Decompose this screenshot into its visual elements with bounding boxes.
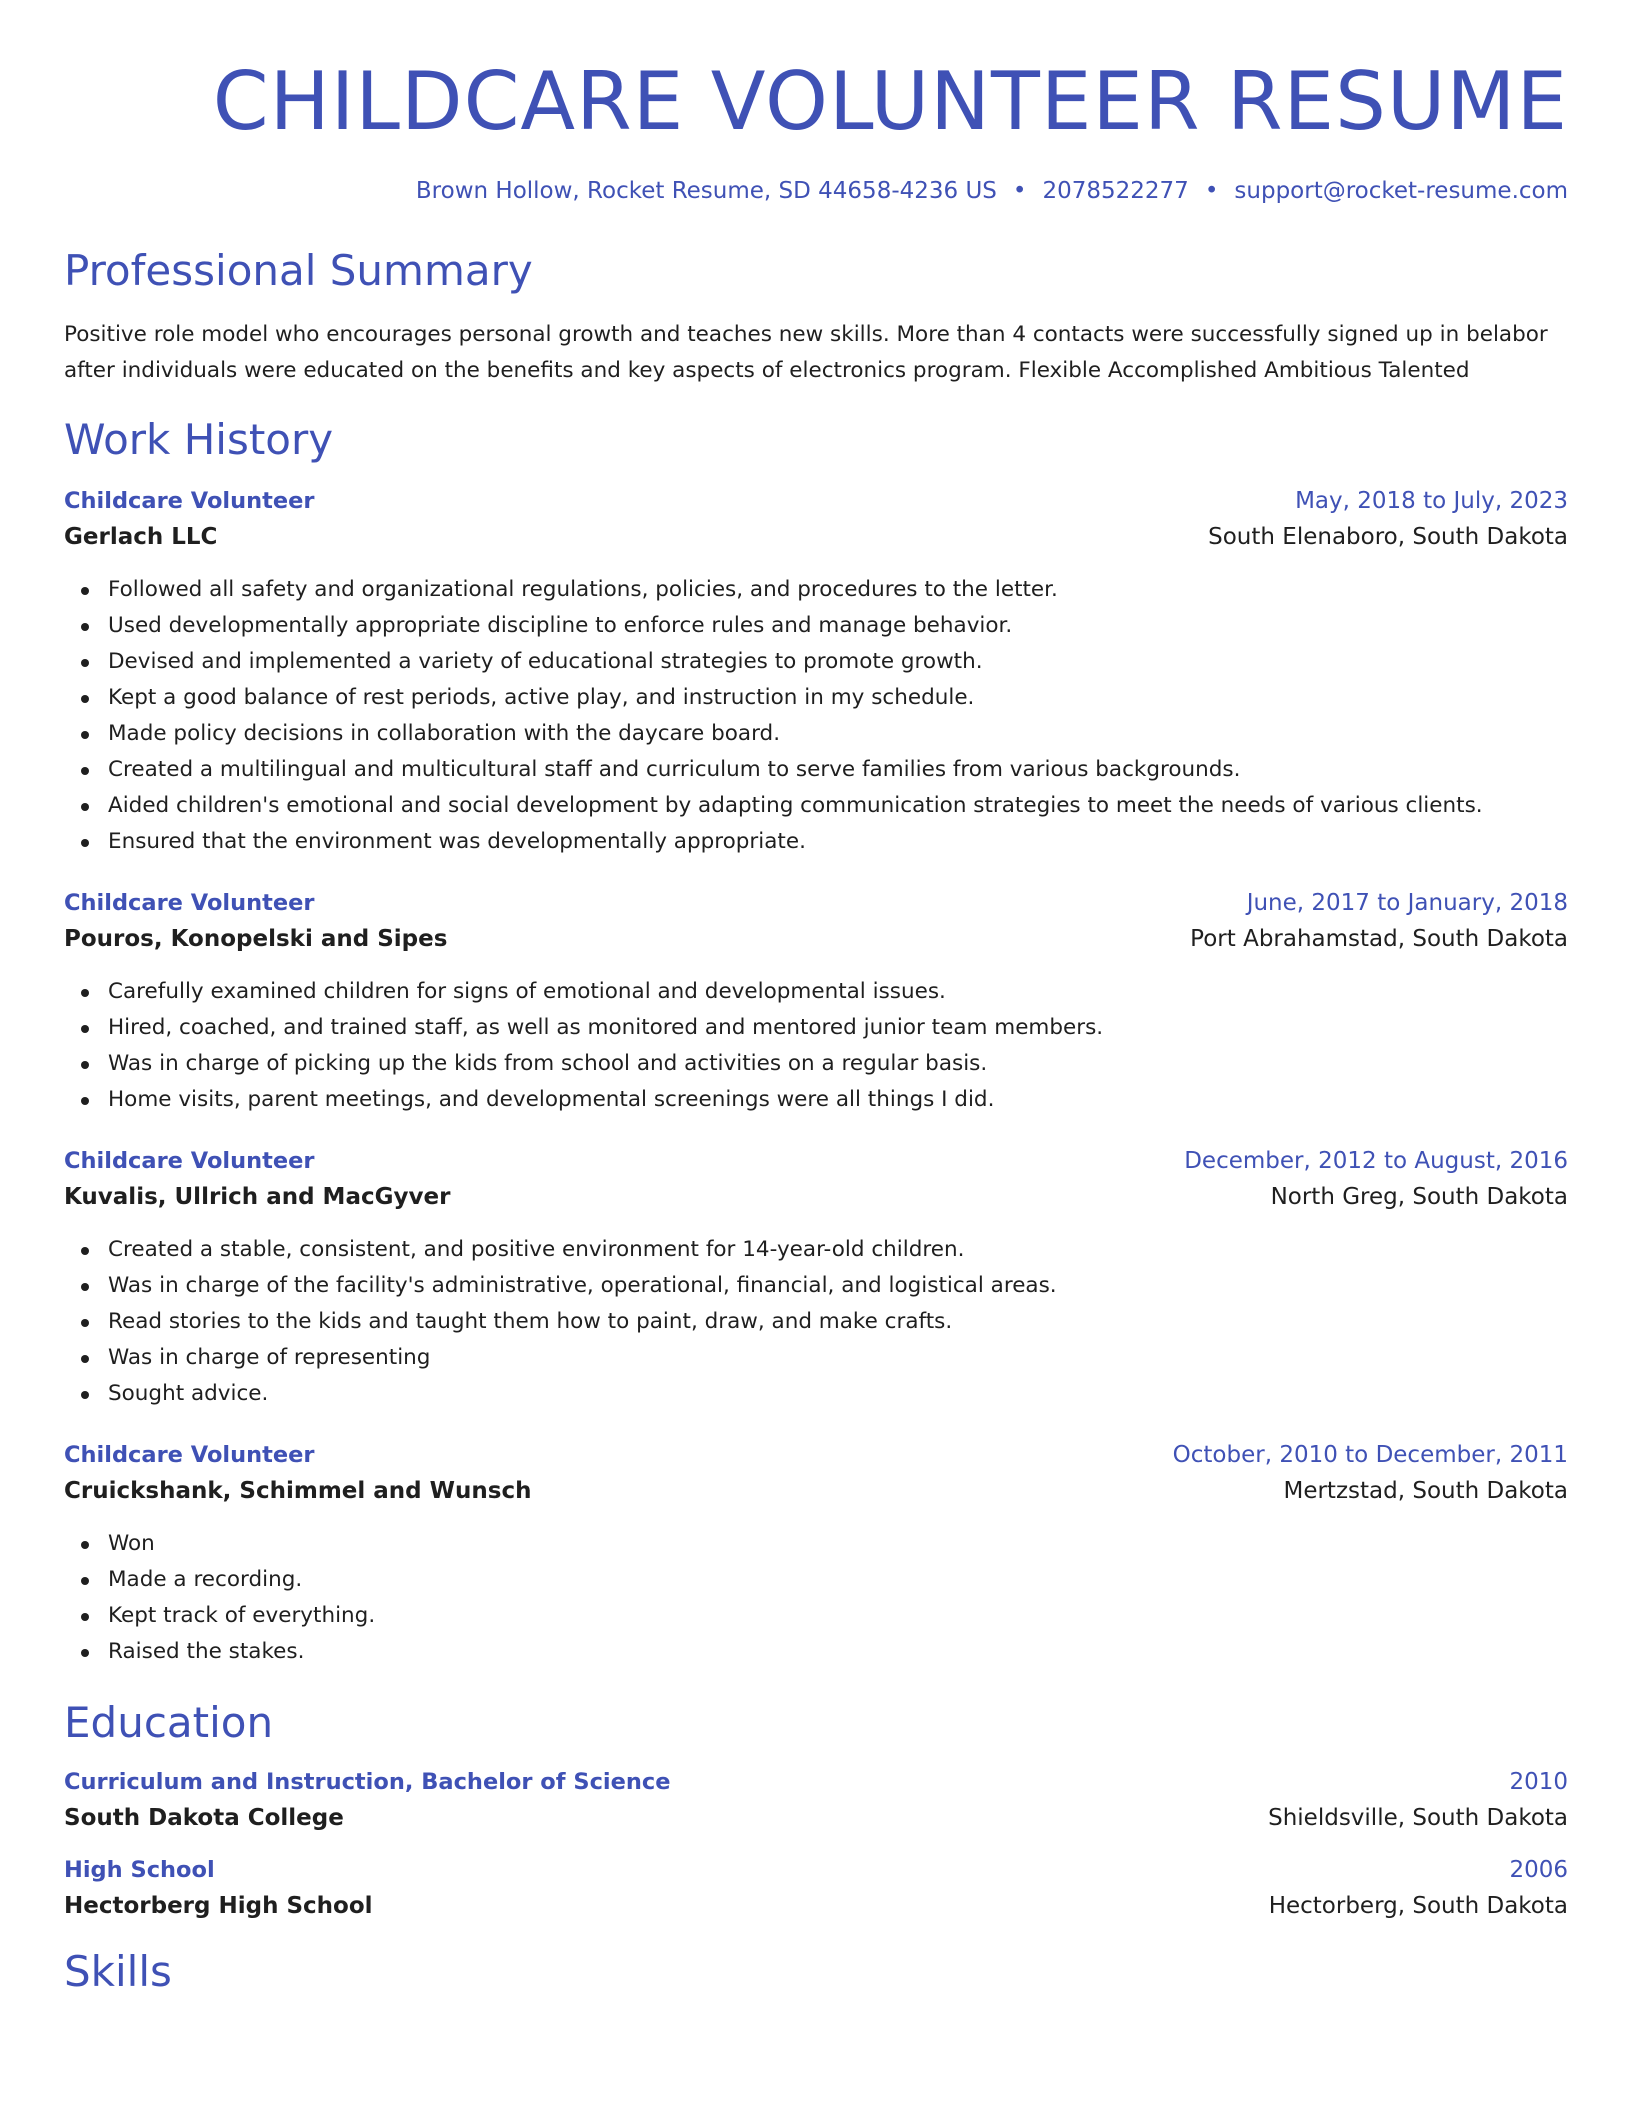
education-entry [64,1857,1568,1919]
section-title-education: Education [64,1698,274,1747]
section-title-skills: Skills [64,1947,172,1996]
job-bullet: Was in charge of representing [108,1340,1568,1376]
education-entry [64,1769,1568,1831]
professional-summary-text: Positive role model who encourages personal growth and teaches new skills. More than 4 contacts were successfully signed up in belabor after individuals were educated on the benefits and key aspects of electronics program. Flexible Accomplished Ambitious Talented [64,322,1548,383]
resume-title: CHILDCARE VOLUNTEER RESUME [212,55,1568,148]
job-location: South Elenaboro, South Dakota [1208,524,1568,550]
education-entry-subheader [64,1805,1568,1831]
job-bullet-list [64,572,1568,860]
job-location: North Greg, South Dakota [1270,1184,1568,1210]
job-location: Port Abrahamstad, South Dakota [1190,926,1568,952]
job-location: Mertzstad, South Dakota [1283,1478,1568,1504]
work-entry-subheader [64,524,1568,550]
work-entry-header [64,1148,1568,1174]
contact-separator: • [1204,178,1219,204]
work-entry-header [64,488,1568,514]
job-bullet: Won [108,1526,1568,1562]
job-bullet: Ensured that the environment was developmentally appropriate. [108,824,1568,860]
job-bullet-list [64,1526,1568,1670]
work-entry-subheader [64,1478,1568,1504]
job-bullet: Read stories to the kids and taught them how to paint, draw, and make crafts. [108,1304,1568,1340]
education-entry-header [64,1769,1568,1795]
education-year: 2010 [1509,1769,1568,1795]
job-bullet: Made a recording. [108,1562,1568,1598]
job-company: Pouros, Konopelski and Sipes [64,926,448,952]
job-company: Cruickshank, Schimmel and Wunsch [64,1478,532,1504]
work-entry [64,1442,1568,1670]
education-degree: High School [64,1857,215,1883]
job-company: Kuvalis, Ullrich and MacGyver [64,1184,451,1210]
job-bullet: Kept track of everything. [108,1598,1568,1634]
job-company: Gerlach LLC [64,524,218,550]
job-role: Childcare Volunteer [64,488,315,514]
job-bullet: Aided children's emotional and social development by adapting communication strategies to meet the needs of various clients. [108,788,1568,824]
job-role: Childcare Volunteer [64,1148,315,1174]
education-location: Hectorberg, South Dakota [1268,1893,1568,1919]
job-bullet: Raised the stakes. [108,1634,1568,1670]
job-dates: December, 2012 to August, 2016 [1184,1148,1568,1174]
job-role: Childcare Volunteer [64,890,315,916]
job-bullet: Created a stable, consistent, and positive environment for 14-year-old children. [108,1232,1568,1268]
job-bullet: Was in charge of picking up the kids from school and activities on a regular basis. [108,1046,1568,1082]
job-bullet: Sought advice. [108,1376,1568,1412]
work-entry [64,890,1568,1118]
work-entry-header [64,890,1568,916]
job-bullet: Hired, coached, and trained staff, as well as monitored and mentored junior team members. [108,1010,1568,1046]
section-title-work-history: Work History [64,415,334,464]
education-location: Shieldsville, South Dakota [1268,1805,1568,1831]
education-year: 2006 [1509,1857,1568,1883]
work-entry [64,1148,1568,1412]
section-title-professional-summary: Professional Summary [64,246,533,295]
job-role: Childcare Volunteer [64,1442,315,1468]
job-bullet-list [64,1232,1568,1412]
education-school: South Dakota College [64,1805,344,1831]
education-entry-subheader [64,1893,1568,1919]
work-entry-header [64,1442,1568,1468]
job-bullet-list [64,974,1568,1118]
contact-separator: • [1012,178,1027,204]
job-dates: May, 2018 to July, 2023 [1295,488,1568,514]
education-entry-header [64,1857,1568,1883]
job-bullet: Home visits, parent meetings, and developmental screenings were all things I did. [108,1082,1568,1118]
job-bullet: Made policy decisions in collaboration with the daycare board. [108,716,1568,752]
work-entry-subheader [64,926,1568,952]
job-bullet: Carefully examined children for signs of emotional and developmental issues. [108,974,1568,1010]
job-bullet: Devised and implemented a variety of educational strategies to promote growth. [108,644,1568,680]
job-dates: June, 2017 to January, 2018 [1246,890,1568,916]
contact-phone: 2078522277 [1042,178,1189,204]
education-school: Hectorberg High School [64,1893,373,1919]
job-dates: October, 2010 to December, 2011 [1172,1442,1568,1468]
contact-address: Brown Hollow, Rocket Resume, SD 44658-4236 US [415,178,997,204]
job-bullet: Followed all safety and organizational regulations, policies, and procedures to the letter. [108,572,1568,608]
job-bullet: Used developmentally appropriate discipline to enforce rules and manage behavior. [108,608,1568,644]
work-entry [64,488,1568,860]
job-bullet: Kept a good balance of rest periods, active play, and instruction in my schedule. [108,680,1568,716]
job-bullet: Created a multilingual and multicultural staff and curriculum to serve families from various backgrounds. [108,752,1568,788]
education-degree: Curriculum and Instruction, Bachelor of Science [64,1769,671,1795]
work-entry-subheader [64,1184,1568,1210]
contact-line [64,178,1568,204]
job-bullet: Was in charge of the facility's administrative, operational, financial, and logistical areas. [108,1268,1568,1304]
contact-email[interactable]: support@rocket-resume.com [1234,178,1568,204]
